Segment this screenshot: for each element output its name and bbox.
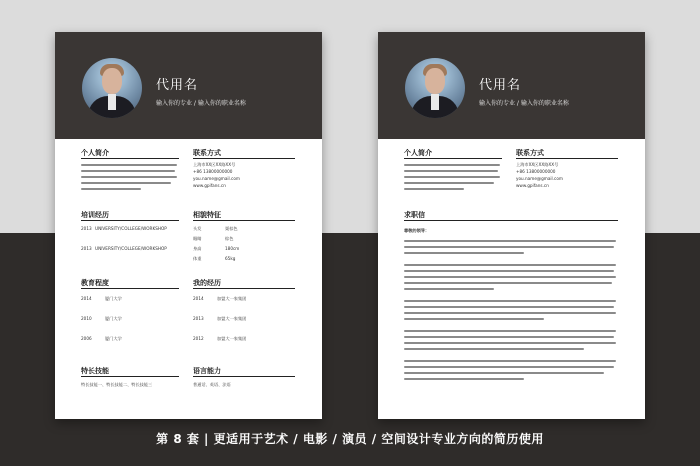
divider xyxy=(193,288,295,289)
divider xyxy=(81,376,179,377)
resume-sheet-left xyxy=(55,32,322,419)
divider xyxy=(404,220,618,221)
divider xyxy=(81,158,179,159)
text-line xyxy=(404,188,464,190)
education-school: 厦门大学 xyxy=(105,316,122,321)
resume-sheet-right xyxy=(378,32,645,419)
text-line xyxy=(404,246,614,248)
text-line xyxy=(404,176,500,178)
divider xyxy=(193,376,295,377)
resume-name: 代用名 xyxy=(479,78,522,93)
experience-item: 加盟大一家集团 xyxy=(217,316,247,321)
text-line xyxy=(404,288,494,290)
contact-email: you.name@gmail.com xyxy=(516,176,563,181)
text-line xyxy=(404,170,498,172)
text-line xyxy=(81,176,177,178)
text-line xyxy=(404,264,616,266)
template-caption: 第 8 套 | 更适用于艺术 / 电影 / 演员 / 空间设计专业方向的简历使用 xyxy=(156,432,544,446)
text-line xyxy=(81,170,175,172)
contact-phone: +86 13800000000 xyxy=(516,169,556,174)
education-year: 2014 xyxy=(81,296,92,301)
section-title-profile: 个人简介 xyxy=(404,149,432,157)
profile-photo xyxy=(82,58,142,118)
section-title-language: 语言能力 xyxy=(193,367,221,375)
training-year: 2013 xyxy=(81,246,92,251)
training-year: 2013 xyxy=(81,226,92,231)
education-school: 厦门大学 xyxy=(105,336,122,341)
contact-email: you.name@gmail.com xyxy=(193,176,240,181)
text-line xyxy=(404,300,616,302)
text-line xyxy=(404,240,616,242)
text-line xyxy=(81,188,141,190)
contact-website: www.gpifans.cn xyxy=(516,183,549,188)
trait-value: 65kg xyxy=(225,256,236,261)
resume-header xyxy=(378,32,645,139)
divider xyxy=(193,220,295,221)
experience-item: 加盟大一家集团 xyxy=(217,296,247,301)
contact-phone: +86 13800000000 xyxy=(193,169,233,174)
trait-value: 180cm xyxy=(225,246,240,251)
text-line xyxy=(404,270,614,272)
contact-address: 上海市XX区XX路XX号 xyxy=(193,162,236,167)
text-line xyxy=(404,182,494,184)
trait-key: 头发 xyxy=(193,226,202,231)
section-title-training: 培训经历 xyxy=(81,211,109,219)
divider xyxy=(81,288,179,289)
divider xyxy=(193,158,295,159)
text-line xyxy=(404,312,616,314)
section-title-experience: 我的经历 xyxy=(193,279,221,287)
text-line xyxy=(404,366,614,368)
text-line xyxy=(404,348,584,350)
divider xyxy=(81,220,179,221)
skills-text: 特长技能一、特长技能二、特长技能三 xyxy=(81,382,153,387)
trait-value: 棕色 xyxy=(225,236,234,241)
text-line xyxy=(404,330,616,332)
section-title-education: 教育程度 xyxy=(81,279,109,287)
experience-year: 2014 xyxy=(193,296,204,301)
resume-header xyxy=(55,32,322,139)
text-line xyxy=(404,164,500,166)
trait-key: 体重 xyxy=(193,256,202,261)
text-line xyxy=(404,342,616,344)
education-school: 厦门大学 xyxy=(105,296,122,301)
text-line xyxy=(404,360,616,362)
text-line xyxy=(404,276,616,278)
education-year: 2006 xyxy=(81,336,92,341)
text-line xyxy=(404,378,524,380)
letter-greeting: 尊敬的领导： xyxy=(404,228,430,233)
text-line xyxy=(81,182,171,184)
trait-value: 栗棕色 xyxy=(225,226,238,231)
contact-address: 上海市XX区XX路XX号 xyxy=(516,162,559,167)
profile-photo xyxy=(405,58,465,118)
divider xyxy=(404,158,502,159)
trait-key: 身高 xyxy=(193,246,202,251)
section-title-contact: 联系方式 xyxy=(193,149,221,157)
section-title-profile: 个人简介 xyxy=(81,149,109,157)
section-title-traits: 相貌特征 xyxy=(193,211,221,219)
text-line xyxy=(404,372,604,374)
text-line xyxy=(81,164,177,166)
section-title-cover-letter: 求职信 xyxy=(404,211,425,219)
experience-year: 2012 xyxy=(193,336,204,341)
education-year: 2010 xyxy=(81,316,92,321)
experience-year: 2013 xyxy=(193,316,204,321)
section-title-skills: 特长技能 xyxy=(81,367,109,375)
divider xyxy=(516,158,618,159)
text-line xyxy=(404,318,544,320)
text-line xyxy=(404,306,614,308)
contact-website: www.gpifans.cn xyxy=(193,183,226,188)
text-line xyxy=(404,282,612,284)
experience-item: 加盟大一家集团 xyxy=(217,336,247,341)
text-line xyxy=(404,336,614,338)
language-text: 普通话、英语、法语 xyxy=(193,382,231,387)
resume-subtitle: 输入你的专业 / 输入你的职业名称 xyxy=(156,100,246,107)
training-item: UNIVERSITY/COLLEGE/WORKSHOP xyxy=(95,226,167,231)
section-title-contact: 联系方式 xyxy=(516,149,544,157)
resume-subtitle: 输入你的专业 / 输入你的职业名称 xyxy=(479,100,569,107)
trait-key: 眼睛 xyxy=(193,236,202,241)
resume-name: 代用名 xyxy=(156,78,199,93)
training-item: UNIVERSITY/COLLEGE/WORKSHOP xyxy=(95,246,167,251)
text-line xyxy=(404,252,524,254)
